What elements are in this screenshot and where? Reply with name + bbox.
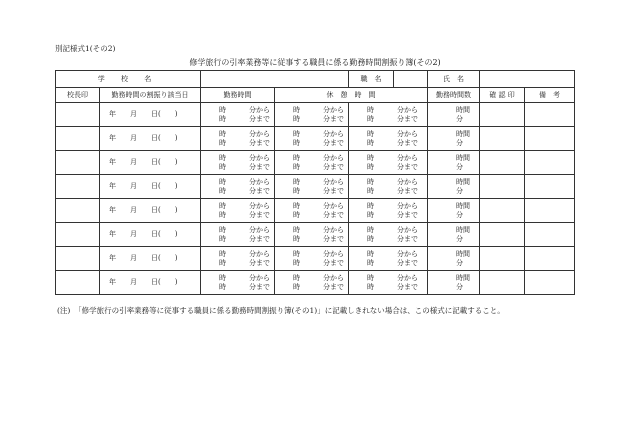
to-min-text: 分まで: [397, 234, 419, 243]
date-text: 年 月 日( ): [109, 230, 178, 238]
from-hour-text: 時: [367, 105, 375, 114]
to-min-text: 分まで: [323, 186, 345, 195]
col-confirm-seal: 確 認 印: [480, 88, 525, 103]
date-cell[interactable]: [100, 271, 201, 295]
from-hour-text: 時: [367, 153, 375, 162]
confirm-seal-cell[interactable]: [480, 223, 525, 247]
from-hour-text: 時: [293, 105, 301, 114]
break-hours-cell-2[interactable]: [349, 151, 428, 175]
to-hour-text: 時: [367, 210, 375, 219]
total-hour-text: 時間: [456, 249, 471, 258]
date-cell[interactable]: [100, 151, 201, 175]
break-hours-cell-1[interactable]: [275, 151, 349, 175]
position-label: 職 名: [349, 71, 394, 87]
date-text: 年 月 日( ): [109, 158, 178, 166]
hours-total-cell[interactable]: [428, 271, 480, 295]
principal-seal-cell[interactable]: [56, 127, 100, 151]
from-hour-text: 時: [219, 201, 227, 210]
work-hours-cell[interactable]: [201, 223, 275, 247]
to-min-text: 分まで: [323, 210, 345, 219]
table-row: [56, 223, 575, 247]
footnote: (注) 「修学旅行の引率業務等に従事する職員に係る勤務時間割振り簿(その1)」に記載しきれない場合は、この様式に記載すること。: [57, 306, 505, 315]
to-min-text: 分まで: [323, 138, 345, 147]
to-hour-text: 時: [293, 234, 301, 243]
total-hour-text: 時間: [456, 201, 471, 210]
from-hour-text: 時: [219, 129, 227, 138]
from-hour-text: 時: [219, 273, 227, 282]
table-row: [56, 271, 575, 295]
to-min-text: 分まで: [397, 282, 419, 291]
from-min-text: 分から: [397, 105, 419, 114]
from-min-text: 分から: [397, 153, 419, 162]
to-min-text: 分まで: [249, 258, 271, 267]
col-remarks: 備 考: [525, 88, 575, 103]
break-hours-cell-1[interactable]: [275, 103, 349, 127]
confirm-seal-cell[interactable]: [480, 127, 525, 151]
remarks-cell[interactable]: [525, 247, 575, 271]
from-min-text: 分から: [249, 201, 271, 210]
from-min-text: 分から: [249, 273, 271, 282]
break-hours-cell-2[interactable]: [349, 271, 428, 295]
to-min-text: 分まで: [323, 258, 345, 267]
to-hour-text: 時: [293, 138, 301, 147]
to-min-text: 分まで: [249, 162, 271, 171]
hours-total-cell[interactable]: [428, 199, 480, 223]
to-hour-text: 時: [367, 114, 375, 123]
col-work-hours: 勤務時間: [201, 88, 275, 103]
total-hour-text: 時間: [456, 273, 471, 282]
hours-total-cell[interactable]: [428, 223, 480, 247]
name-label: 氏 名: [428, 71, 480, 88]
from-hour-text: 時: [293, 225, 301, 234]
to-hour-text: 時: [219, 186, 227, 195]
to-hour-text: 時: [367, 258, 375, 267]
to-min-text: 分まで: [397, 138, 419, 147]
remarks-cell[interactable]: [525, 223, 575, 247]
confirm-seal-cell[interactable]: [480, 199, 525, 223]
to-hour-text: 時: [367, 186, 375, 195]
from-min-text: 分から: [249, 249, 271, 258]
total-min-text: 分: [456, 186, 464, 195]
remarks-cell[interactable]: [525, 103, 575, 127]
table-row: [56, 151, 575, 175]
confirm-seal-cell[interactable]: [480, 271, 525, 295]
to-hour-text: 時: [219, 210, 227, 219]
from-hour-text: 時: [293, 249, 301, 258]
work-hours-cell[interactable]: [201, 271, 275, 295]
from-hour-text: 時: [219, 249, 227, 258]
from-min-text: 分から: [249, 225, 271, 234]
principal-seal-cell[interactable]: [56, 247, 100, 271]
date-cell[interactable]: [100, 247, 201, 271]
to-min-text: 分まで: [323, 234, 345, 243]
from-min-text: 分から: [249, 153, 271, 162]
from-hour-text: 時: [367, 249, 375, 258]
from-hour-text: 時: [367, 225, 375, 234]
date-cell[interactable]: [100, 175, 201, 199]
hours-total-cell[interactable]: [428, 247, 480, 271]
to-min-text: 分まで: [323, 114, 345, 123]
total-hour-text: 時間: [456, 129, 471, 138]
to-hour-text: 時: [219, 258, 227, 267]
col-date: 勤務時間の割振り該当日: [100, 88, 201, 103]
from-min-text: 分から: [249, 129, 271, 138]
col-hours-total: 勤務時間数: [428, 88, 480, 103]
work-hours-cell[interactable]: [201, 127, 275, 151]
date-cell[interactable]: [100, 223, 201, 247]
to-min-text: 分まで: [397, 210, 419, 219]
to-min-text: 分まで: [249, 138, 271, 147]
work-hours-cell[interactable]: [201, 103, 275, 127]
break-hours-cell-1[interactable]: [275, 223, 349, 247]
to-min-text: 分まで: [249, 186, 271, 195]
to-hour-text: 時: [219, 114, 227, 123]
to-hour-text: 時: [219, 162, 227, 171]
to-hour-text: 時: [293, 282, 301, 291]
col-break-hours: 休 憩 時 間: [275, 88, 428, 103]
principal-seal-cell[interactable]: [56, 103, 100, 127]
to-hour-text: 時: [367, 282, 375, 291]
name-field[interactable]: [480, 71, 575, 88]
to-min-text: 分まで: [323, 162, 345, 171]
hours-total-cell[interactable]: [428, 103, 480, 127]
from-min-text: 分から: [397, 273, 419, 282]
total-min-text: 分: [456, 114, 464, 123]
to-hour-text: 時: [219, 282, 227, 291]
date-text: 年 月 日( ): [109, 110, 178, 118]
from-min-text: 分から: [323, 273, 345, 282]
to-hour-text: 時: [219, 138, 227, 147]
from-min-text: 分から: [249, 105, 271, 114]
to-min-text: 分まで: [397, 258, 419, 267]
from-min-text: 分から: [323, 105, 345, 114]
total-min-text: 分: [456, 258, 464, 267]
total-min-text: 分: [456, 210, 464, 219]
to-hour-text: 時: [367, 162, 375, 171]
from-hour-text: 時: [219, 225, 227, 234]
date-cell[interactable]: [100, 199, 201, 223]
to-hour-text: 時: [367, 234, 375, 243]
to-hour-text: 時: [293, 162, 301, 171]
break-hours-cell-1[interactable]: [275, 271, 349, 295]
table-row: [56, 175, 575, 199]
from-min-text: 分から: [323, 201, 345, 210]
work-hours-cell[interactable]: [201, 247, 275, 271]
from-hour-text: 時: [219, 153, 227, 162]
date-text: 年 月 日( ): [109, 278, 178, 286]
from-hour-text: 時: [293, 129, 301, 138]
principal-seal-cell[interactable]: [56, 199, 100, 223]
break-hours-cell-1[interactable]: [275, 247, 349, 271]
from-hour-text: 時: [367, 273, 375, 282]
break-hours-cell-2[interactable]: [349, 247, 428, 271]
from-hour-text: 時: [293, 273, 301, 282]
to-hour-text: 時: [219, 234, 227, 243]
date-text: 年 月 日( ): [109, 206, 178, 214]
to-min-text: 分まで: [249, 282, 271, 291]
col-principal-seal: 校長印: [56, 88, 100, 103]
work-hours-cell[interactable]: [201, 175, 275, 199]
confirm-seal-cell[interactable]: [480, 103, 525, 127]
to-hour-text: 時: [367, 138, 375, 147]
total-min-text: 分: [456, 162, 464, 171]
date-cell[interactable]: [100, 103, 201, 127]
total-min-text: 分: [456, 234, 464, 243]
to-hour-text: 時: [293, 210, 301, 219]
break-hours-cell-2[interactable]: [349, 199, 428, 223]
principal-seal-cell[interactable]: [56, 223, 100, 247]
total-hour-text: 時間: [456, 177, 471, 186]
to-hour-text: 時: [293, 258, 301, 267]
total-min-text: 分: [456, 282, 464, 291]
date-cell[interactable]: [100, 127, 201, 151]
from-min-text: 分から: [249, 177, 271, 186]
table-row: [56, 103, 575, 127]
from-min-text: 分から: [323, 225, 345, 234]
from-hour-text: 時: [367, 177, 375, 186]
break-hours-cell-2[interactable]: [349, 223, 428, 247]
from-min-text: 分から: [397, 249, 419, 258]
to-min-text: 分まで: [397, 162, 419, 171]
from-min-text: 分から: [397, 225, 419, 234]
date-text: 年 月 日( ): [109, 182, 178, 190]
from-hour-text: 時: [219, 177, 227, 186]
remarks-cell[interactable]: [525, 151, 575, 175]
from-hour-text: 時: [367, 201, 375, 210]
break-hours-cell-1[interactable]: [275, 199, 349, 223]
from-min-text: 分から: [397, 129, 419, 138]
remarks-cell[interactable]: [525, 175, 575, 199]
hours-total-cell[interactable]: [428, 127, 480, 151]
remarks-cell[interactable]: [525, 199, 575, 223]
work-hours-cell[interactable]: [201, 199, 275, 223]
principal-seal-cell[interactable]: [56, 271, 100, 295]
break-hours-cell-2[interactable]: [349, 175, 428, 199]
confirm-seal-cell[interactable]: [480, 247, 525, 271]
principal-seal-cell[interactable]: [56, 175, 100, 199]
position-field[interactable]: [394, 71, 427, 87]
to-min-text: 分まで: [323, 282, 345, 291]
table-row: [56, 247, 575, 271]
hours-total-cell[interactable]: [428, 151, 480, 175]
from-min-text: 分から: [323, 129, 345, 138]
break-hours-cell-1[interactable]: [275, 175, 349, 199]
remarks-cell[interactable]: [525, 127, 575, 151]
table-row: [56, 199, 575, 223]
form-label: 別記様式1(その2): [55, 44, 116, 53]
from-hour-text: 時: [293, 153, 301, 162]
school-name-field[interactable]: [201, 71, 349, 88]
total-hour-text: 時間: [456, 105, 471, 114]
break-hours-cell-2[interactable]: [349, 127, 428, 151]
to-min-text: 分まで: [397, 114, 419, 123]
to-min-text: 分まで: [249, 114, 271, 123]
from-min-text: 分から: [323, 177, 345, 186]
total-hour-text: 時間: [456, 225, 471, 234]
principal-seal-cell[interactable]: [56, 151, 100, 175]
school-name-label: 学 校 名: [56, 71, 201, 88]
break-hours-cell-1[interactable]: [275, 127, 349, 151]
table-row: [56, 127, 575, 151]
from-min-text: 分から: [397, 177, 419, 186]
hours-total-cell[interactable]: [428, 175, 480, 199]
from-min-text: 分から: [323, 249, 345, 258]
total-hour-text: 時間: [456, 153, 471, 162]
remarks-cell[interactable]: [525, 271, 575, 295]
from-hour-text: 時: [293, 201, 301, 210]
from-hour-text: 時: [219, 105, 227, 114]
allocation-table: [55, 70, 575, 295]
to-hour-text: 時: [293, 186, 301, 195]
to-min-text: 分まで: [249, 210, 271, 219]
work-hours-cell[interactable]: [201, 151, 275, 175]
date-text: 年 月 日( ): [109, 254, 178, 262]
from-min-text: 分から: [397, 201, 419, 210]
to-min-text: 分まで: [249, 234, 271, 243]
confirm-seal-cell[interactable]: [480, 175, 525, 199]
form-title: 修学旅行の引率業務等に従事する職員に係る勤務時間割振り簿(その2): [189, 58, 441, 67]
to-min-text: 分まで: [397, 186, 419, 195]
from-min-text: 分から: [323, 153, 345, 162]
break-hours-cell-2[interactable]: [349, 103, 428, 127]
from-hour-text: 時: [293, 177, 301, 186]
to-hour-text: 時: [293, 114, 301, 123]
from-hour-text: 時: [367, 129, 375, 138]
confirm-seal-cell[interactable]: [480, 151, 525, 175]
date-text: 年 月 日( ): [109, 134, 178, 142]
total-min-text: 分: [456, 138, 464, 147]
